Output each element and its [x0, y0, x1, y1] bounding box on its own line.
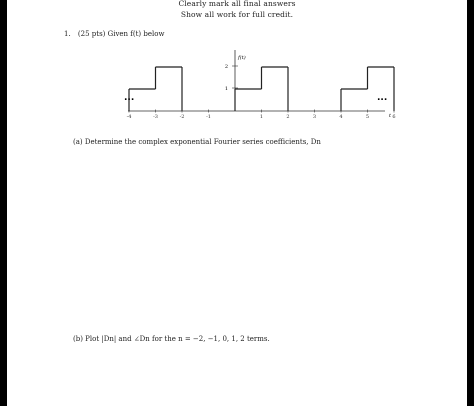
ellipsis-right: ... — [377, 93, 388, 103]
part-b: (b) Plot |Dn| and ∠Dn for the n = −2, −1, 0, 1, 2 terms. — [73, 335, 270, 343]
x-axis-label: t — [389, 113, 392, 119]
signal-waveform — [129, 67, 394, 111]
x-tick-label: -1 — [206, 114, 211, 120]
header-line-2: Show all work for full credit. — [180, 10, 294, 19]
y-axis-label: f(t) — [238, 55, 246, 61]
problem-text: (25 pts) Given f(t) below — [77, 30, 165, 38]
x-tick-label: 5 — [365, 114, 370, 120]
x-tick-label: 6 — [392, 114, 396, 120]
y-tick-label-1: 1 — [224, 86, 228, 92]
x-tick-label: -2 — [179, 114, 185, 120]
ellipsis-left: ... — [124, 93, 135, 103]
x-tick-label: 2 — [286, 114, 290, 120]
x-tick-label: -3 — [153, 114, 158, 120]
x-tick-label: 3 — [312, 114, 317, 120]
part-a: (a) Determine the complex exponential Fourier series coefficients, Dn — [73, 138, 321, 146]
x-tick-label: -4 — [126, 114, 132, 120]
y-tick-label-2: 2 — [224, 64, 228, 70]
header-line-1: Clearly mark all final answers — [178, 0, 296, 8]
problem-number: 1. — [64, 30, 71, 38]
x-tick-label: 4 — [339, 114, 343, 120]
x-tick-label: 1 — [259, 114, 264, 120]
